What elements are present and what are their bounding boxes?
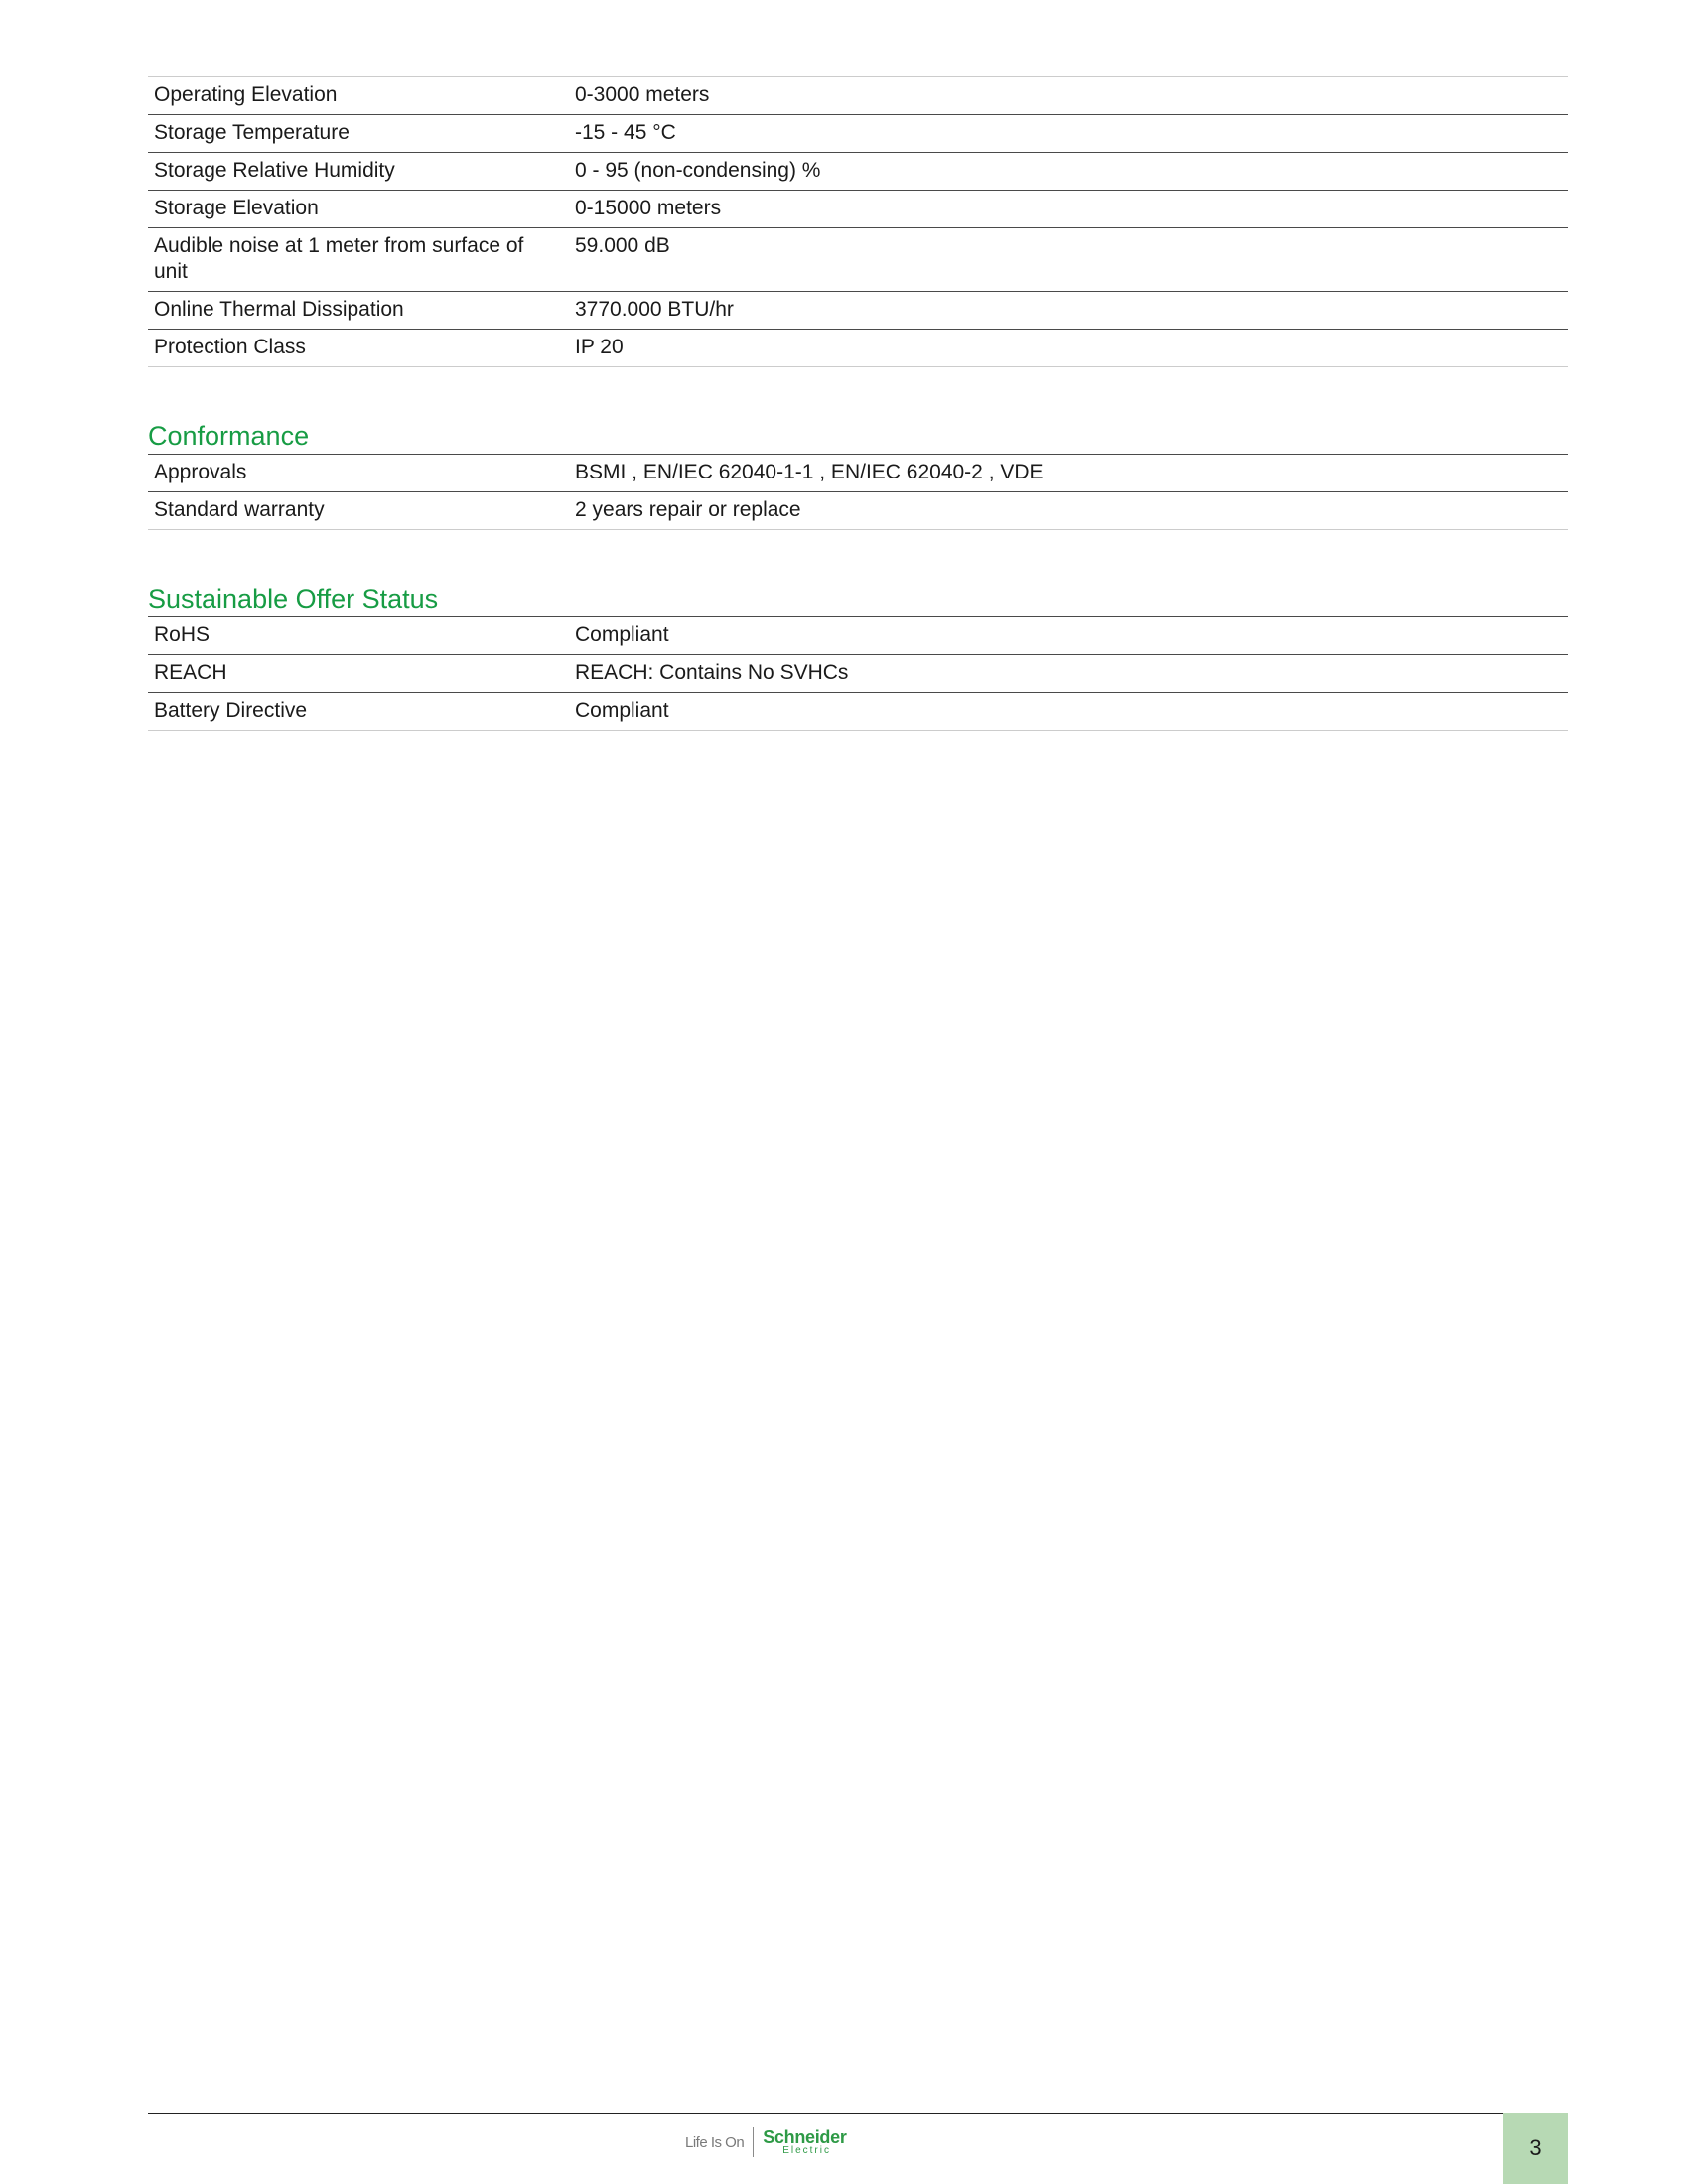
spec-row bbox=[148, 153, 1568, 191]
section-title-conformance: Conformance bbox=[148, 421, 310, 451]
spec-key: Protection Class bbox=[148, 330, 569, 367]
logo-brand bbox=[763, 2128, 846, 2156]
spec-row bbox=[148, 492, 1568, 530]
spec-key: Storage Temperature bbox=[148, 115, 569, 153]
spec-value: 0-15000 meters bbox=[569, 191, 1568, 228]
page-number: 3 bbox=[1503, 2113, 1568, 2184]
spec-value: REACH: Contains No SVHCs bbox=[569, 655, 1568, 693]
spec-value: 59.000 dB bbox=[569, 228, 1568, 292]
spec-key: Operating Elevation bbox=[148, 77, 569, 115]
conformance-spec-table bbox=[148, 454, 1568, 530]
spec-row bbox=[148, 693, 1568, 731]
spec-row bbox=[148, 191, 1568, 228]
spec-key: Audible noise at 1 meter from surface of unit bbox=[148, 228, 569, 292]
spec-value: Compliant bbox=[569, 693, 1568, 731]
footer-divider bbox=[148, 2113, 1568, 2114]
logo-tagline: Life Is On bbox=[685, 2133, 745, 2151]
sustainable-spec-table bbox=[148, 616, 1568, 731]
spec-row bbox=[148, 292, 1568, 330]
section-title-sustainable: Sustainable Offer Status bbox=[148, 584, 439, 614]
spec-row bbox=[148, 115, 1568, 153]
spec-value: 3770.000 BTU/hr bbox=[569, 292, 1568, 330]
spec-key: RoHS bbox=[148, 617, 569, 655]
spec-row bbox=[148, 228, 1568, 292]
logo-brand-sub: Electric bbox=[782, 2145, 831, 2156]
logo-separator bbox=[753, 2127, 754, 2157]
schneider-logo bbox=[685, 2122, 847, 2162]
spec-value: Compliant bbox=[569, 617, 1568, 655]
document-content bbox=[148, 76, 1568, 731]
spec-value: -15 - 45 °C bbox=[569, 115, 1568, 153]
spec-key: Standard warranty bbox=[148, 492, 569, 530]
spec-value: 2 years repair or replace bbox=[569, 492, 1568, 530]
spec-row bbox=[148, 617, 1568, 655]
spec-key: REACH bbox=[148, 655, 569, 693]
spec-value: BSMI , EN/IEC 62040-1-1 , EN/IEC 62040-2 , VDE bbox=[569, 455, 1568, 492]
spec-value: 0-3000 meters bbox=[569, 77, 1568, 115]
spec-key: Approvals bbox=[148, 455, 569, 492]
logo-brand-name: Schneider bbox=[763, 2127, 847, 2147]
spec-row bbox=[148, 455, 1568, 492]
spec-key: Battery Directive bbox=[148, 693, 569, 731]
spec-row bbox=[148, 330, 1568, 367]
spec-key: Storage Elevation bbox=[148, 191, 569, 228]
spec-key: Storage Relative Humidity bbox=[148, 153, 569, 191]
spec-row bbox=[148, 655, 1568, 693]
environment-spec-table bbox=[148, 76, 1568, 367]
spec-row bbox=[148, 77, 1568, 115]
spec-value: IP 20 bbox=[569, 330, 1568, 367]
spec-value: 0 - 95 (non-condensing) % bbox=[569, 153, 1568, 191]
spec-key: Online Thermal Dissipation bbox=[148, 292, 569, 330]
